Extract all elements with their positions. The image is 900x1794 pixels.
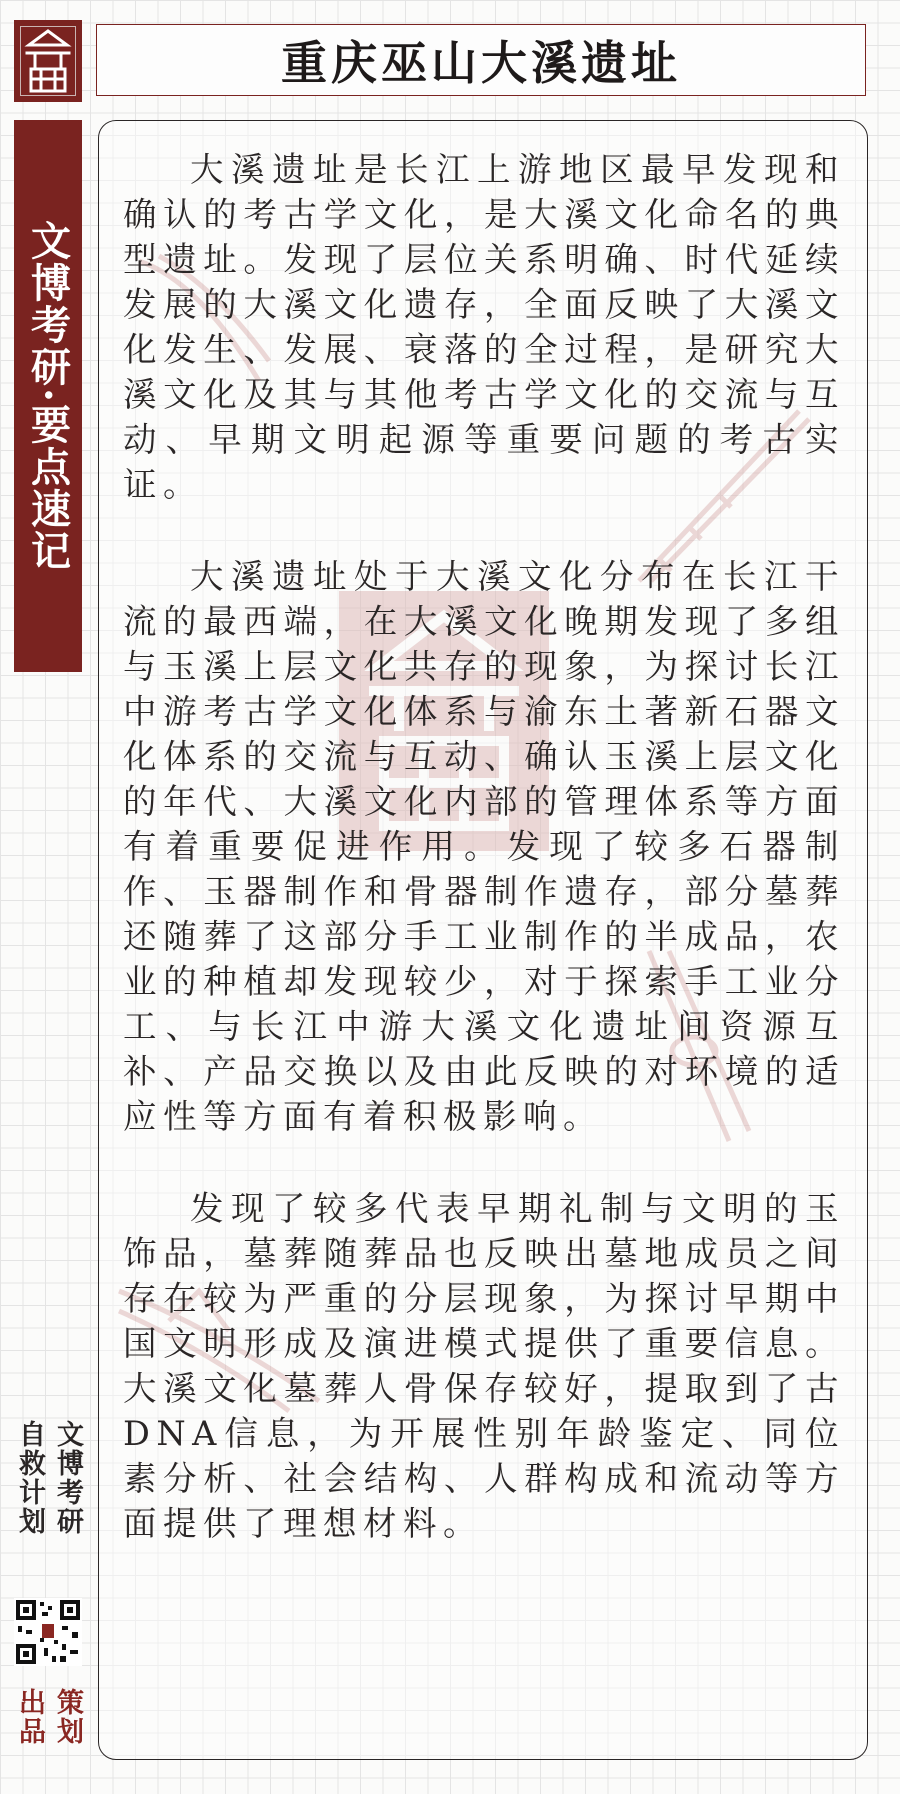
side-banner-text: 文博考研·要点速记: [24, 220, 72, 572]
side-banner: [14, 120, 82, 672]
paragraph-3: 发现了较多代表早期礼制与文明的玉饰品，墓葬随葬品也反映出墓地成员之间存在较为严重的分层现象，为探讨早期中国文明形成及演进模式提供了重要信息。大溪文化墓葬人骨保存较好，提取到了古DNA信息，为开展性别年龄鉴定、同位素分析、社会结构、人群构成和流动等方面提供了理想材料。: [123, 1189, 845, 1543]
qr-code-icon[interactable]: [14, 1598, 82, 1666]
planner-col-1: 策划: [52, 1688, 83, 1746]
planner-label: [12, 1688, 84, 1746]
title-box: [96, 24, 866, 96]
article-body: [99, 121, 867, 1546]
planner-col-2: 出品: [14, 1688, 45, 1746]
content-card: [98, 120, 868, 1760]
page-title: 重庆巫山大溪遗址: [281, 36, 681, 90]
credit-col-1: 文博考研: [52, 1420, 83, 1536]
seal-logo-icon: [14, 20, 82, 102]
credit-label: [12, 1420, 84, 1536]
credit-col-2: 自救计划: [14, 1420, 45, 1536]
paragraph-1: 大溪遗址是长江上游地区最早发现和确认的考古学文化，是大溪文化命名的典型遗址。发现了层位关系明确、时代延续发展的大溪文化遗存，全面反映了大溪文化发生、发展、衰落的全过程，是研究大溪文化及其与其他考古学文化的交流与互动、早期文明起源等重要问题的考古实证。: [123, 150, 845, 504]
paragraph-2: 大溪遗址处于大溪文化分布在长江干流的最西端，在大溪文化晚期发现了多组与玉溪上层文化共存的现象，为探讨长江中游考古学文化体系与渝东土著新石器文化体系的交流与互动、确认玉溪上层文化的年代、大溪文化内部的管理体系等方面有着重要促进作用。发现了较多石器制作、玉器制作和骨器制作遗存，部分墓葬还随葬了这部分手工业制作的半成品，农业的种植却发现较少，对于探索手工业分工、与长江中游大溪文化遗址间资源互补、产品交换以及由此反映的对环境的适应性等方面有着积极影响。: [123, 557, 845, 1136]
